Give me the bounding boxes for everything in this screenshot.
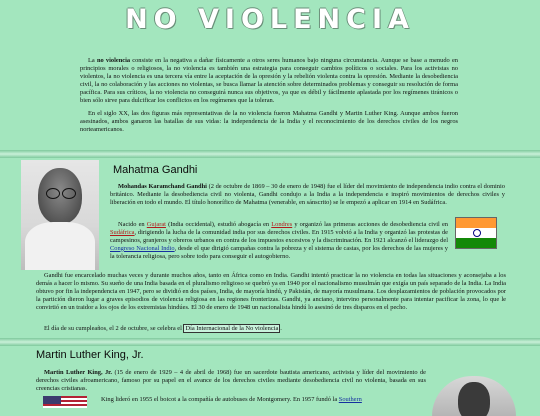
gandhi-text: , dirigiendo la lucha de la comunidad india por sus derechos civiles. En 1915 volvió a la India y organizó las protestas de campesinos, granjeros y obreros urbanos en contra de los impuestos excesivos y la discriminación. En 1921 alcanzó el liderazgo del	[110, 228, 448, 244]
link-gujarat[interactable]: Gujarat	[146, 221, 166, 228]
portrait-body-shape	[25, 222, 95, 270]
gandhi-paragraph-3	[36, 272, 506, 312]
intro-bold-term: no violencia	[96, 57, 131, 64]
intro-section	[80, 57, 458, 140]
link-congreso-nacional-indio[interactable]: Congreso Nacional Indio	[110, 244, 175, 252]
section-divider	[0, 150, 540, 158]
gandhi-paragraph-1	[110, 183, 505, 207]
gandhi-heading: Mahatma Gandhi	[113, 164, 198, 176]
gandhi-text: .	[280, 325, 282, 332]
link-southern[interactable]: Southern	[338, 396, 362, 403]
intro-paragraph-1	[80, 57, 458, 104]
gandhi-paragraph-4	[36, 325, 506, 333]
link-londres[interactable]: Londres	[271, 221, 293, 228]
section-divider	[0, 338, 540, 346]
page-title: NO VIOLENCIA	[125, 4, 415, 35]
portrait-head-shape	[458, 382, 490, 416]
gandhi-text: (India occidental), estudió abogacía en	[165, 221, 272, 228]
mlk-heading: Martin Luther King, Jr.	[36, 349, 144, 361]
header-bar	[0, 0, 540, 52]
gandhi-text: El día de su cumpleaños, el 2 de octubre, se celebra el	[44, 325, 184, 332]
gandhi-bio-text: (2 de octubre de 1869 – 30 de enero de 1948) fue el líder del movimiento de independencia indio contra el dominio británico. Mediante la desobediencia civil no violenta, Gandhi condujo a la India a la independencia e inspiró movimientos de derechos civiles y liberación en todo el mundo. El título honorífico de Mahatma (venerable, en sánscrito) se le empezó a aplicar en 1914 en Sudáfrica.	[110, 183, 505, 206]
link-dia-no-violencia[interactable]: Día Internacional de la No violencia	[185, 325, 279, 332]
link-sudafrica[interactable]: Sudáfrica	[110, 228, 135, 236]
gandhi-name-bold: Mohandas Karamchand Gandhi	[118, 183, 207, 190]
intro-text: La	[88, 57, 97, 64]
intro-paragraph-2: En el siglo XX, las dos figuras más representativas de la no violencia fueron Mahatma Gandhi y Martin Luther King. Aunque ambos fueron asesinados, ambos ganaron las batallas de sus vidas: la independencia de la India y el reconocimiento de los derechos civiles de los negros norteamericanos.	[80, 110, 458, 134]
intro-text: consiste en la negativa a dañar físicamente a otros seres humanos bajo ninguna circunstancia. Aunque se base a menudo en principios morales o religiosos, la no violencia es también una estrategia para conseguir cambios políticos o sociales. Para los activistas no violentos, la no violencia es una tercera vía entre la aceptación de la opresión y la rebelión violenta contra la opresión. Mediante la desobediencia civil, la no colaboración y las acciones no violentas, se busca llamar la atención sobre determinados problemas y conseguir su resolución de forma pacífica. Para sus críticos, la no violencia no conseguirá nunca sus objetivos, ya que es débil y fácilmente aplastada por los regímenes tiránicos o bien sólo sirve para dulcificar los conflictos en los regímenes que la toleran.	[80, 57, 458, 104]
gandhi-portrait-photo	[21, 160, 99, 270]
mlk-text: King lideró en 1955 el boicot a la compañía de autobuses de Montgomery. En 1957 fundó la	[101, 396, 339, 403]
gandhi-history-text: Gandhi fue encarcelado muchas veces y durante muchos años, tanto en África como en India. Gandhi intentó practicar la no violencia en todas las situaciones y aconsejaba a los demás a hacer lo mismo. Su sueño de una India basada en el pluralismo religioso se quebró ya en 1940 por el nacionalismo musulmán que exigía un país separado de la India. La India obtuvo por fin la independencia en 1947, pero se dividió en dos países, India, de mayoría hindú, y Pakistán, de mayoría musulmana. Los desplazamientos de población provocados por la partición dieron lugar a graves episodios de violencia religiosa en las regiones fronterizas. Gandhi, ya anciano, intervino personalmente para intentar pacificar la zona, lo que le convirtió en un traidor a los ojos de los extremistas hindúes. El 30 de enero de 1948 un nacionalista hindú lo asesinó de tres disparos en el pecho.	[36, 272, 506, 311]
gandhi-paragraph-2	[110, 221, 448, 261]
gandhi-text: y organizó las primeras acciones de desobediencia civil en	[292, 221, 448, 228]
usa-flag-icon	[43, 396, 87, 408]
mlk-bio-text: (15 de enero de 1929 – 4 de abril de 1968) fue un sacerdote bautista americano, activista y líder del movimiento de derechos civiles afroamericano, famoso por su papel en el avance de los derechos civiles mediante desobediencia civil no violenta, basada en sus creencias cristianas.	[36, 369, 426, 392]
gandhi-text: Nacido en	[118, 221, 147, 228]
gandhi-text: , desde el que dirigió campañas contra la pobreza y el sistema de castas, por los derechos de las mujeres y la tolerancia religiosa, pero sobre todo para conseguir el autogobierno.	[110, 244, 449, 260]
mlk-portrait-photo	[432, 376, 516, 416]
mlk-name-bold: Martin Luther King, Jr.	[44, 369, 113, 376]
india-flag-icon	[455, 217, 497, 249]
mlk-paragraph-2	[93, 396, 423, 404]
portrait-head-shape	[38, 168, 82, 224]
chakra-icon	[473, 229, 481, 237]
mlk-paragraph-1	[36, 369, 426, 393]
glasses-lens-icon	[62, 188, 76, 199]
glasses-lens-icon	[46, 188, 60, 199]
